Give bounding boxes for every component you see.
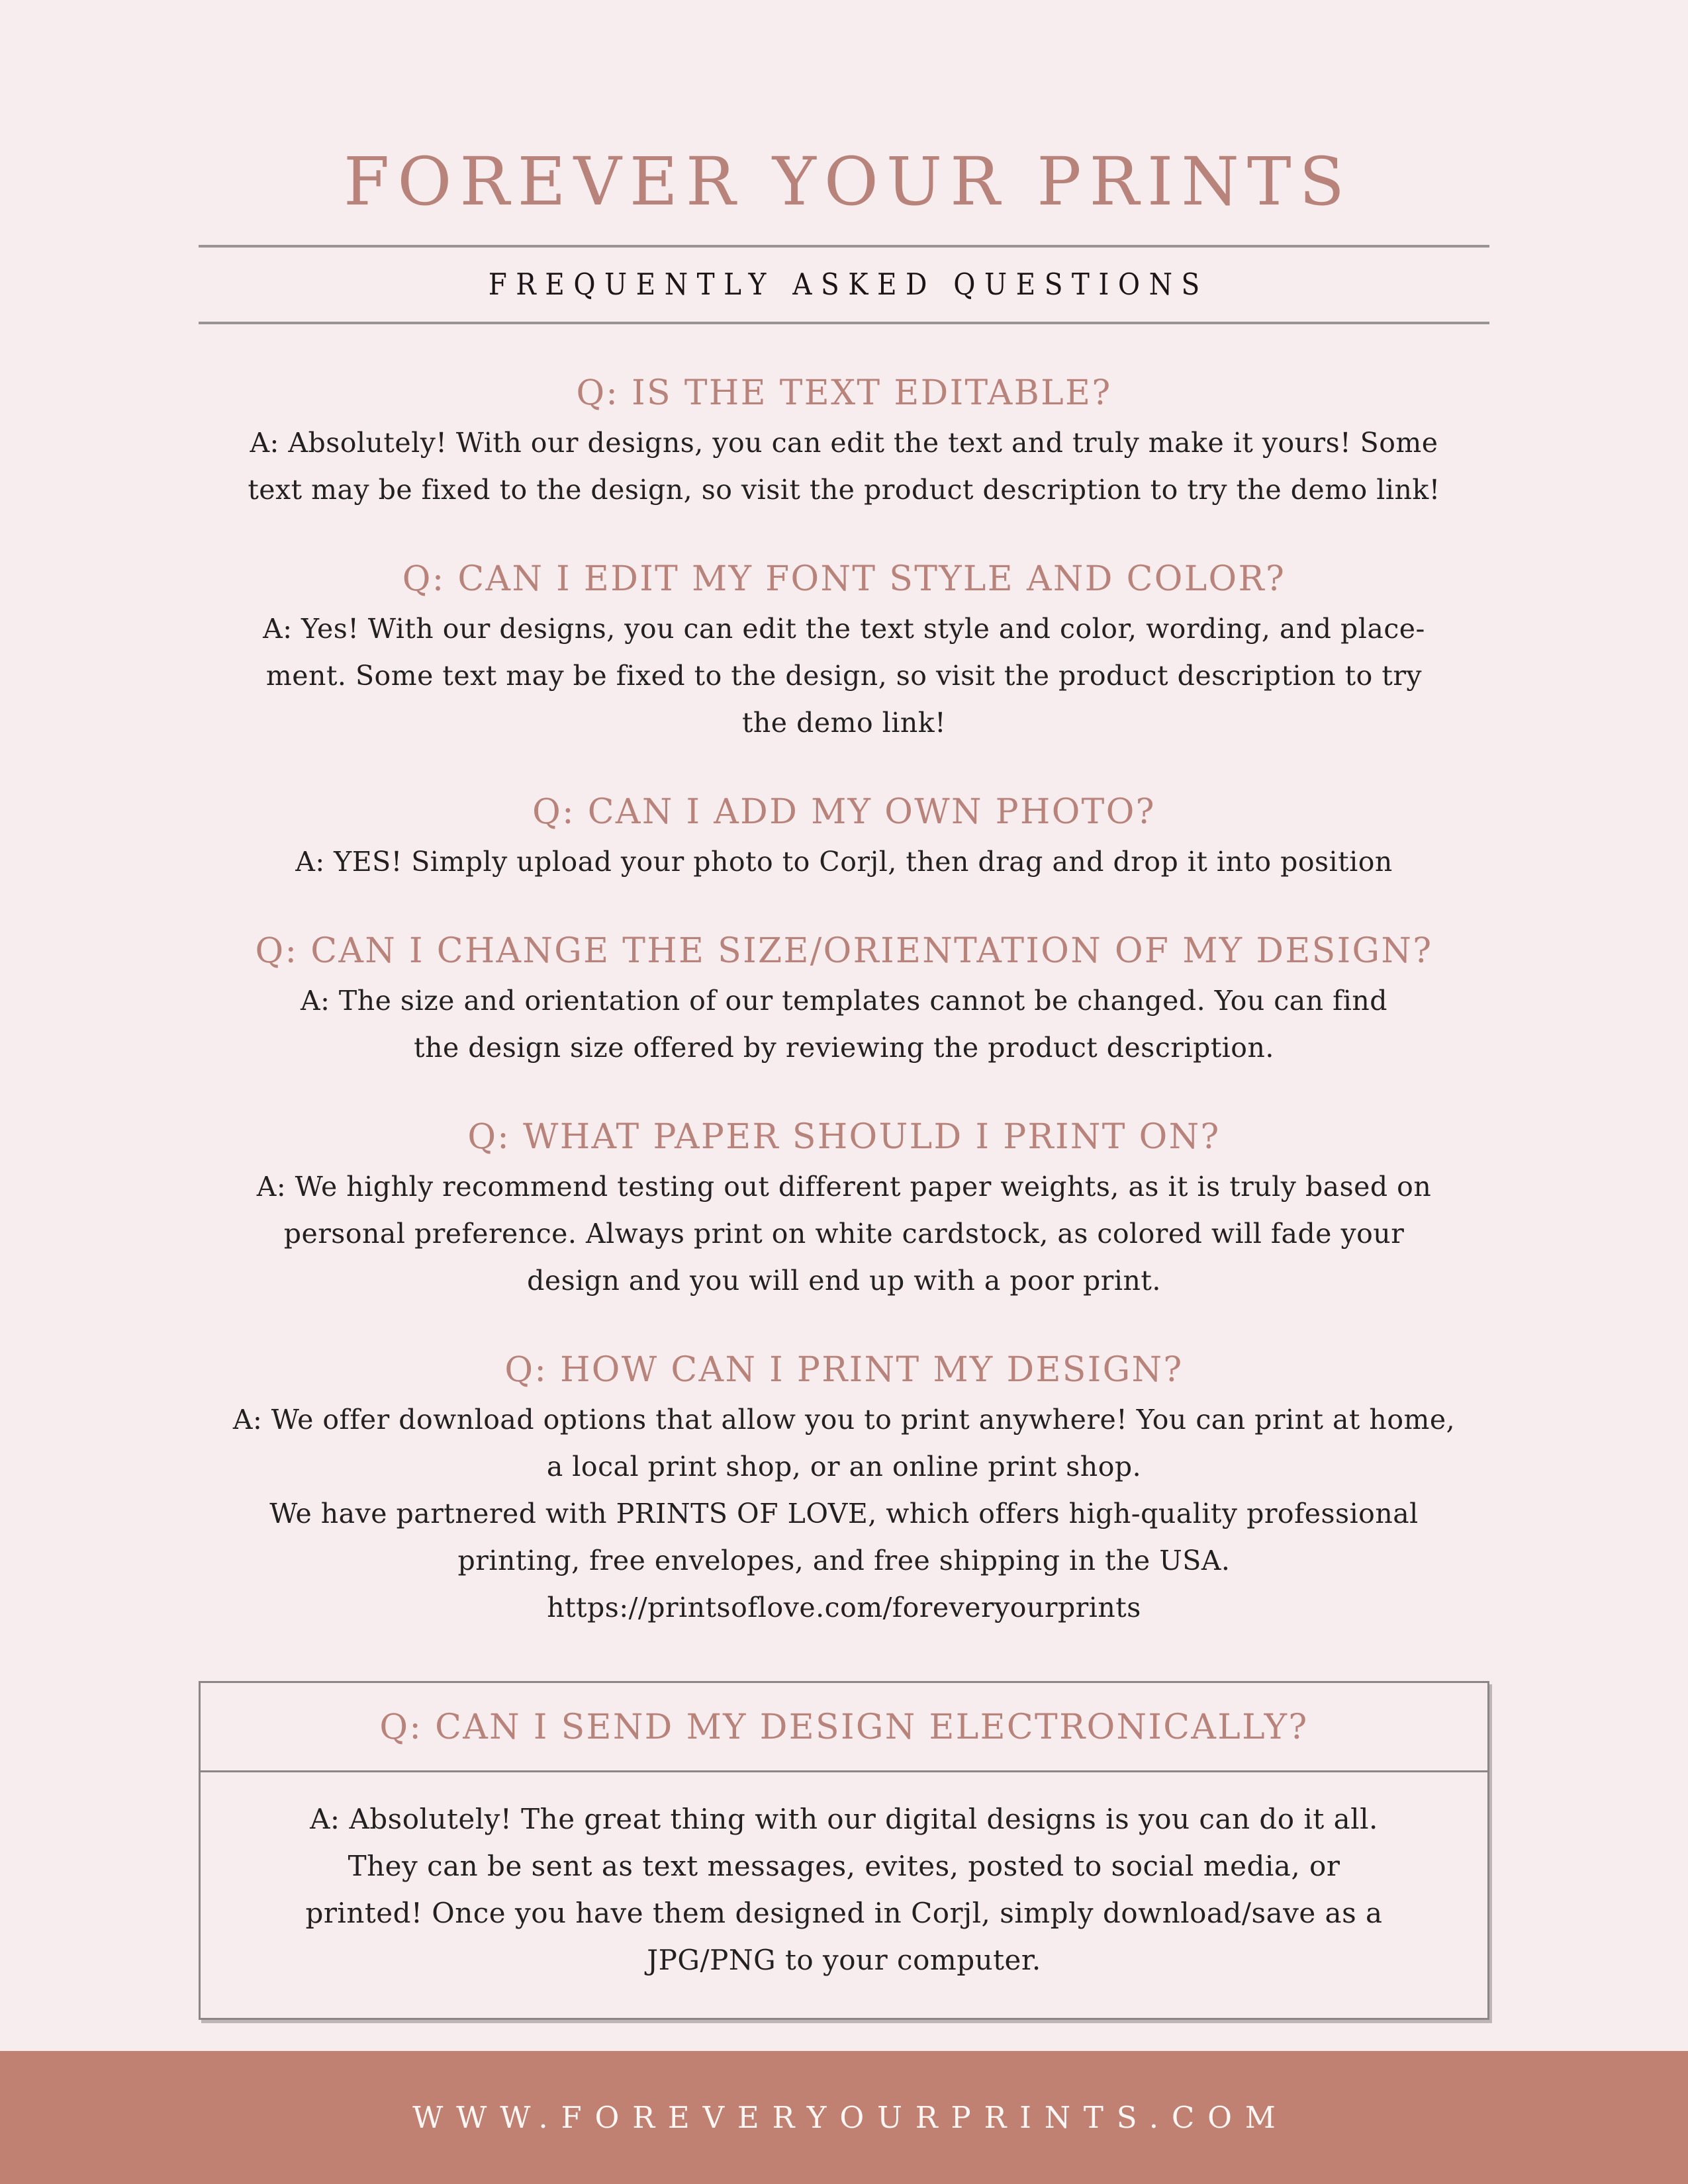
faq-answer-line: A: We offer download options that allow you to print anywhere! You can print at home, [232, 1404, 1456, 1435]
faq-answer-line: JPG/PNG to your computer. [647, 1944, 1041, 1976]
faq-answer-line: printing, free envelopes, and free shipping in the USA. [457, 1545, 1231, 1576]
faq-section [199, 1117, 1489, 1304]
faq-section [199, 931, 1489, 1071]
faq-question: Q: CAN I EDIT MY FONT STYLE AND COLOR? [402, 559, 1286, 599]
faq-question: Q: HOW CAN I PRINT MY DESIGN? [504, 1350, 1184, 1390]
faq-answer-line: A: YES! Simply upload your photo to Corjl, then drag and drop it into position [295, 846, 1393, 878]
faq-section [199, 373, 1489, 514]
faq-section [199, 559, 1489, 747]
boxed-faq-question-band [201, 1683, 1487, 1772]
faq-answer-line: a local print shop, or an online print shop. [546, 1451, 1142, 1482]
faq-answer-line: text may be fixed to the design, so visit the product description to try the demo link! [248, 474, 1440, 506]
faq-answer-line: personal preference. Always print on white cardstock, as colored will fade your [283, 1218, 1405, 1250]
faq-answer [199, 606, 1489, 747]
faq-answer-line: A: Absolutely! The great thing with our digital designs is you can do it all. [310, 1803, 1378, 1835]
faq-header-band [199, 245, 1489, 324]
faq-answer-line: printed! Once you have them designed in Corjl, simply download/save as a [305, 1897, 1383, 1929]
faq-answer-line: We have partnered with PRINTS OF LOVE, which offers high-quality professional [269, 1498, 1419, 1529]
faq-question: Q: WHAT PAPER SHOULD I PRINT ON? [467, 1117, 1221, 1157]
footer-band [0, 2051, 1688, 2184]
faq-question: Q: CAN I ADD MY OWN PHOTO? [532, 792, 1156, 832]
faq-answer-line: A: Absolutely! With our designs, you can edit the text and truly make it yours! Some [250, 427, 1438, 459]
boxed-faq-answer [201, 1772, 1487, 2018]
faq-answer-line: https://printsoflove.com/foreveryourprints [547, 1592, 1141, 1623]
boxed-faq-question: Q: CAN I SEND MY DESIGN ELECTRONICALLY? [379, 1707, 1309, 1747]
faq-answer [199, 420, 1489, 514]
faq-list [199, 373, 1489, 1631]
page-subtitle: FREQUENTLY ASKED QUESTIONS [488, 267, 1209, 302]
page-title: FOREVER YOUR PRINTS [343, 143, 1353, 220]
faq-question: Q: IS THE TEXT EDITABLE? [576, 373, 1112, 413]
faq-section [199, 792, 1489, 886]
faq-answer [199, 1396, 1489, 1631]
faq-answer-line: A: Yes! With our designs, you can edit the text style and color, wording, and place- [263, 613, 1425, 645]
footer-website-url: WWW.FOREVERYOURPRINTS.COM [412, 2100, 1289, 2135]
faq-answer-line: the design size offered by reviewing the product description. [414, 1032, 1274, 1064]
boxed-faq-section [199, 1681, 1489, 2020]
faq-answer-line: They can be sent as text messages, evites, posted to social media, or [348, 1850, 1340, 1882]
faq-section [199, 1350, 1489, 1631]
faq-answer-line: design and you will end up with a poor print. [527, 1265, 1161, 1297]
faq-answer-line: the demo link! [741, 707, 947, 739]
faq-answer-line: ment. Some text may be fixed to the design, so visit the product description to try [265, 660, 1423, 692]
faq-answer-line: A: The size and orientation of our templates cannot be changed. You can find [300, 985, 1388, 1017]
faq-question: Q: CAN I CHANGE THE SIZE/ORIENTATION OF MY DESIGN? [255, 931, 1433, 971]
faq-answer [199, 978, 1489, 1071]
faq-answer-line: A: We highly recommend testing out different paper weights, as it is truly based on [256, 1171, 1432, 1203]
faq-answer [199, 839, 1489, 886]
faq-answer [199, 1163, 1489, 1304]
